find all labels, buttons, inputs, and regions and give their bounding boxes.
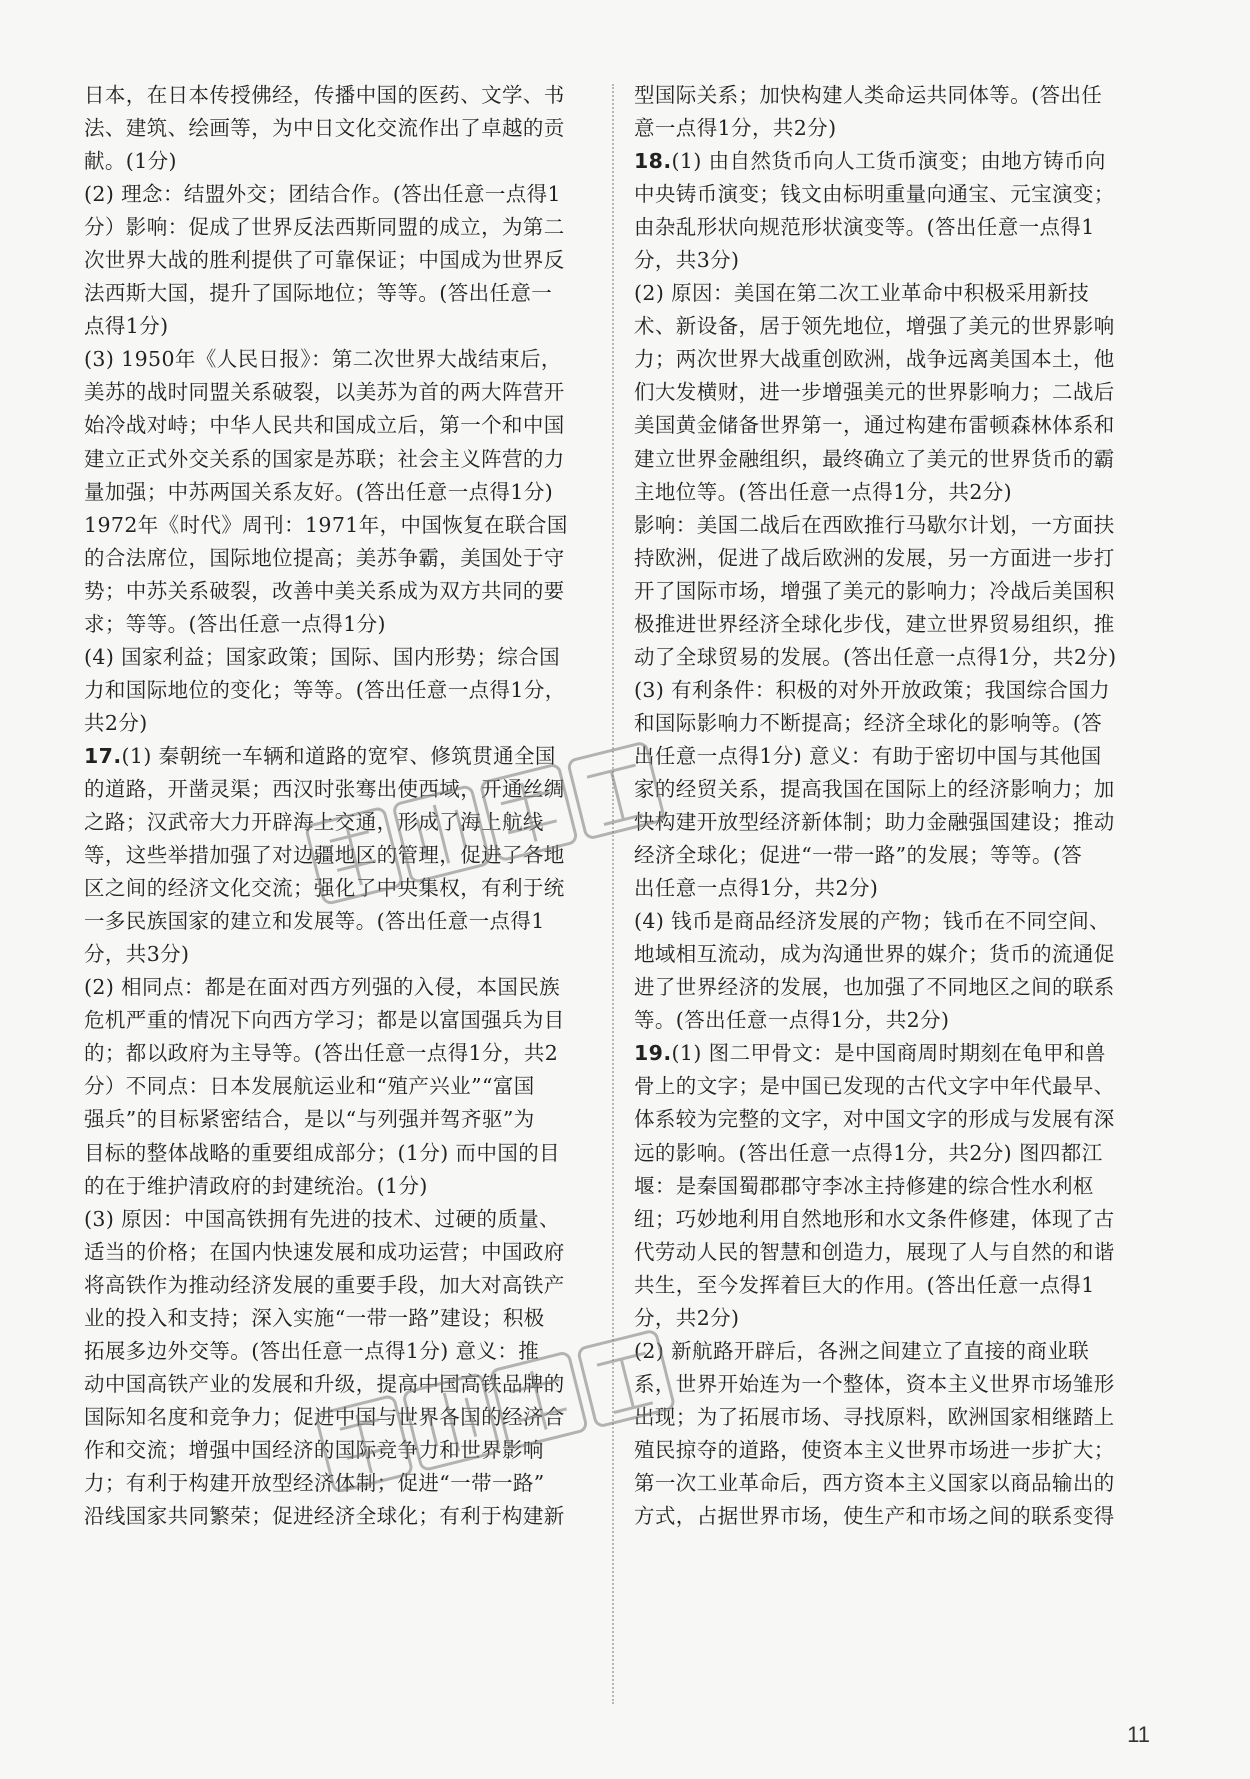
text-line: 之路；汉武帝大力开辟海上交通，形成了海上航线	[84, 810, 544, 835]
text-line: 和国际影响力不断提高；经济全球化的影响等。(答	[634, 710, 1103, 735]
text-line: 日本，在日本传授佛经，传播中国的医药、文学、书	[84, 83, 565, 107]
text-line: 一多民族国家的建立和发展等。(答出任意一点得1	[84, 909, 545, 934]
text-line: (3) 有利条件：积极的对外开放政策；我国综合国力	[634, 677, 1111, 702]
text-line: (2) 原因：美国在第二次工业革命中积极采用新技	[634, 281, 1090, 306]
text-line: 出任意一点得1分，共2分)	[634, 876, 879, 901]
text-line: 体系较为完整的文字，对中国文字的形成与发展有深	[634, 1107, 1115, 1132]
text-line: 区之间的经济文化交流；强化了中央集权，有利于统	[84, 876, 565, 901]
text-line: 动中国高铁产业的发展和升级，提高中国高铁品牌的	[84, 1371, 565, 1396]
text-line: 分）影响：促成了世界反法西斯同盟的成立，为第二	[84, 215, 565, 240]
text-line: (2) 相同点：都是在面对西方列强的入侵，本国民族	[84, 975, 561, 1000]
text-line: 动了全球贸易的发展。(答出任意一点得1分，共2分)	[634, 644, 1117, 669]
text-line: 美苏的战时同盟关系破裂，以美苏为首的两大阵营开	[84, 380, 565, 405]
text-line: (2) 新航路开辟后，各洲之间建立了直接的商业联	[634, 1338, 1090, 1363]
text-line: 开了国际市场，增强了美元的影响力；冷战后美国积	[634, 578, 1115, 603]
text-line: 第一次工业革命后，西方资本主义国家以商品输出的	[634, 1470, 1115, 1495]
text-line: 殖民掠夺的道路，使资本主义世界市场进一步扩大；	[634, 1437, 1115, 1462]
question-number-19: 19.	[634, 1041, 672, 1066]
text-line: 强兵”的目标紧密结合，是以“与列强并驾齐驱”为	[84, 1107, 535, 1132]
text-line: 始冷战对峙；中华人民共和国成立后，第一个和中国	[84, 413, 565, 438]
text-line: 分）不同点：日本发展航运业和“殖产兴业”“富国	[84, 1074, 535, 1099]
text-line: 家的经贸关系，提高我国在国际上的经济影响力；加	[634, 776, 1115, 801]
text-line: 方式，占据世界市场，使生产和市场之间的联系变得	[634, 1504, 1115, 1529]
text-line: 骨上的文字；是中国已发现的古代文字中年代最早、	[634, 1074, 1115, 1099]
text-line: 量加强；中苏两国关系友好。(答出任意一点得1分)	[84, 479, 554, 504]
text-line: 建立正式外交关系的国家是苏联；社会主义阵营的力	[84, 446, 565, 471]
question-18-start	[634, 145, 1142, 178]
text-line: 建立世界金融组织，最终确立了美元的世界货币的霸	[634, 446, 1115, 471]
text-line: 法西斯大国，提升了国际地位；等等。(答出任意一	[84, 281, 553, 306]
text-line: 持欧洲，促进了战后欧洲的发展，另一方面进一步打	[634, 545, 1115, 570]
text-line: 极推进世界经济全球化步伐，建立世界贸易组织，推	[634, 611, 1115, 636]
text-line: 沿线国家共同繁荣；促进经济全球化；有利于构建新	[84, 1504, 565, 1529]
text-line: 纽；巧妙地利用自然地形和水文条件修建，体现了古	[634, 1206, 1115, 1231]
text-line: 地域相互流动，成为沟通世界的媒介；货币的流通促	[634, 942, 1115, 967]
text-line: 点得1分)	[84, 314, 169, 339]
page-number: 11	[1127, 1722, 1150, 1747]
text-line: 力；两次世界大战重创欧洲，战争远离美国本土，他	[634, 347, 1115, 372]
text-line: (1) 秦朝统一车辆和道路的宽窄、修筑贯通全国	[121, 743, 556, 768]
text-line: 国际知名度和竞争力；促进中国与世界各国的经济合	[84, 1404, 565, 1429]
text-line: (3) 1950年《人民日报》：第二次世界大战结束后，	[84, 347, 562, 372]
text-line: 由杂乱形状向规范形状演变等。(答出任意一点得1	[634, 215, 1095, 240]
text-line: 经济全球化；促进“一带一路”的发展；等等。(答	[634, 843, 1083, 868]
text-line: (2) 理念：结盟外交；团结合作。(答出任意一点得1	[84, 182, 561, 207]
text-line: (1) 由自然货币向人工货币演变；由地方铸币向	[671, 149, 1106, 174]
text-line: 法、建筑、绘画等，为中日文化交流作出了卓越的贡	[84, 116, 565, 141]
text-line: 力；有利于构建开放型经济体制；促进“一带一路”	[84, 1470, 545, 1495]
text-line: 1972年《时代》周刊：1971年，中国恢复在联合国	[84, 512, 568, 537]
question-number-17: 17.	[84, 743, 122, 768]
text-line: 代劳动人民的智慧和创造力，展现了人与自然的和谐	[634, 1239, 1115, 1264]
text-line: (4) 钱币是商品经济发展的产物；钱币在不同空间、	[634, 909, 1111, 934]
text-line: 进了世界经济的发展，也加强了不同地区之间的联系	[634, 975, 1115, 1000]
text-line: 分，共3分)	[634, 248, 740, 273]
text-line: 等。(答出任意一点得1分，共2分)	[634, 1008, 950, 1033]
text-line: (4) 国家利益；国家政策；国际、国内形势；综合国	[84, 644, 561, 669]
text-line: 主地位等。(答出任意一点得1分，共2分)	[634, 479, 1013, 504]
right-column	[634, 79, 1142, 1533]
text-line: 分，共2分)	[634, 1305, 740, 1330]
text-line: 力和国际地位的变化；等等。(答出任意一点得1分，	[84, 677, 566, 702]
text-line: 的在于维护清政府的封建统治。(1分)	[84, 1173, 428, 1198]
text-line: 等，这些举措加强了对边疆地区的管理，促进了各地	[84, 843, 565, 868]
text-line: (3) 原因：中国高铁拥有先进的技术、过硬的质量、	[84, 1206, 561, 1231]
text-line: 将高铁作为推动经济发展的重要手段，加大对高铁产	[84, 1272, 565, 1297]
text-line: 出现；为了拓展市场、寻找原料，欧洲国家相继踏上	[634, 1404, 1115, 1429]
text-line: 美国黄金储备世界第一，通过构建布雷顿森林体系和	[634, 413, 1115, 438]
text-line: 远的影响。(答出任意一点得1分，共2分) 图四都江	[634, 1140, 1103, 1165]
text-line: 快构建开放型经济新体制；助力金融强国建设；推动	[634, 810, 1115, 835]
text-line: 求；等等。(答出任意一点得1分)	[84, 611, 386, 636]
text-line: 出任意一点得1分) 意义：有助于密切中国与其他国	[634, 743, 1102, 768]
text-line: 中央铸币演变；钱文由标明重量向通宝、元宝演变；	[634, 182, 1115, 207]
text-line: 术、新设备，居于领先地位，增强了美元的世界影响	[634, 314, 1115, 339]
text-line: 拓展多边外交等。(答出任意一点得1分) 意义：推	[84, 1338, 540, 1363]
text-line: 适当的价格；在国内快速发展和成功运营；中国政府	[84, 1239, 565, 1264]
text-line: 的道路，开凿灵渠；西汉时张骞出使西域，开通丝绸	[84, 776, 565, 801]
text-line: 作和交流；增强中国经济的国际竞争力和世界影响	[84, 1437, 544, 1462]
text-line: 的合法席位，国际地位提高；美苏争霸，美国处于守	[84, 545, 565, 570]
text-line: 堰：是秦国蜀郡郡守李冰主持修建的综合性水利枢	[634, 1173, 1094, 1198]
text-line: 系，世界开始连为一个整体，资本主义世界市场雏形	[634, 1371, 1115, 1396]
question-number-18: 18.	[634, 149, 672, 174]
question-19-start	[634, 1037, 1142, 1070]
text-line: 影响：美国二战后在西欧推行马歇尔计划，一方面扶	[634, 512, 1115, 537]
text-line: 次世界大战的胜利提供了可靠保证；中国成为世界反	[84, 248, 565, 273]
text-line: (1) 图二甲骨文：是中国商周时期刻在龟甲和兽	[671, 1041, 1106, 1066]
column-divider	[612, 84, 614, 1704]
text-line: 献。(1分)	[84, 149, 177, 174]
text-line: 们大发横财，进一步增强美元的世界影响力；二战后	[634, 380, 1115, 405]
text-line: 业的投入和支持；深入实施“一带一路”建设；积极	[84, 1305, 545, 1330]
text-line: 共生，至今发挥着巨大的作用。(答出任意一点得1	[634, 1272, 1095, 1297]
text-line: 意一点得1分，共2分)	[634, 116, 837, 141]
text-line: 型国际关系；加快构建人类命运共同体等。(答出任	[634, 83, 1103, 107]
text-line: 的；都以政府为主导等。(答出任意一点得1分，共2	[84, 1041, 559, 1066]
text-line: 危机严重的情况下向西方学习；都是以富国强兵为目	[84, 1008, 565, 1033]
text-line: 势；中苏关系破裂，改善中美关系成为双方共同的要	[84, 578, 565, 603]
text-line: 共2分)	[84, 710, 148, 735]
text-line: 目标的整体战略的重要组成部分；(1分) 而中国的目	[84, 1140, 561, 1165]
text-line: 分，共3分)	[84, 942, 190, 967]
